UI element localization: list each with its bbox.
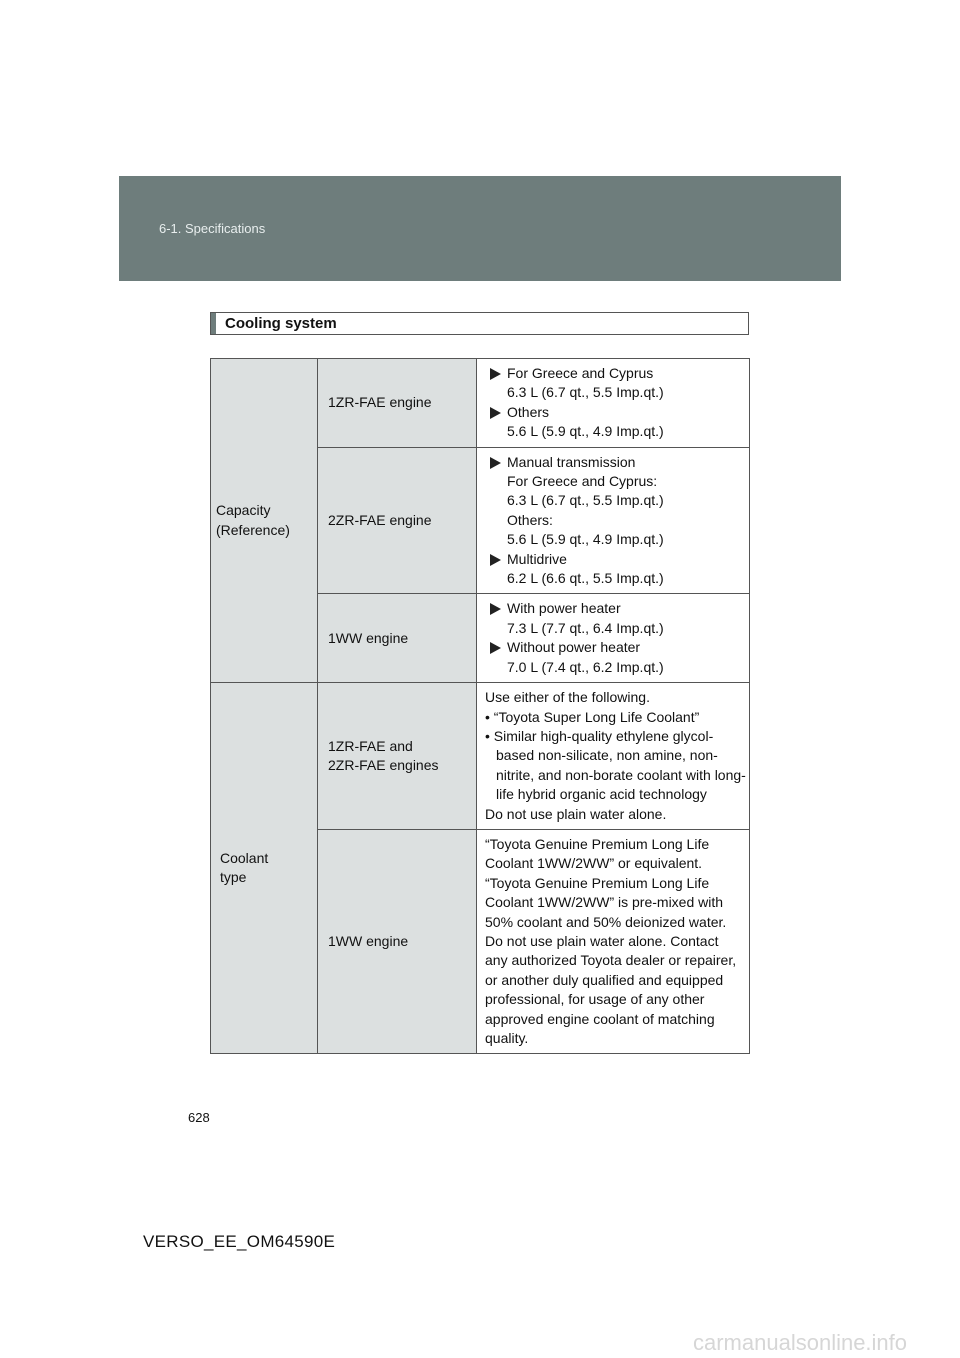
list-item: Without power heater — [485, 638, 749, 657]
capacity-value: 7.0 L (7.4 qt., 6.2 Imp.qt.) — [507, 658, 664, 675]
list-item: • “Toyota Super Long Life Coolant” — [485, 708, 700, 725]
heading-marker — [211, 313, 216, 334]
engine-cell — [318, 683, 477, 830]
document-code: VERSO_EE_OM64590E — [143, 1232, 336, 1251]
coolant-label: Coolant — [220, 849, 269, 866]
capacity-label: Capacity — [216, 502, 271, 519]
page-number: 628 — [188, 1110, 210, 1125]
cooling-spec-table — [210, 358, 750, 1054]
engine-cell — [318, 447, 477, 594]
section-heading — [210, 312, 749, 335]
table-row — [211, 359, 750, 448]
list-item: With power heater — [485, 599, 749, 618]
engine-cell — [318, 359, 477, 448]
capacity-value: 6.3 L (6.7 qt., 5.5 Imp.qt.) — [507, 384, 664, 401]
coolant-intro: Use either of the following. — [485, 689, 650, 706]
capacity-value: 7.3 L (7.7 qt., 6.4 Imp.qt.) — [507, 619, 664, 636]
coolant-value-cell — [477, 829, 750, 1053]
list-item: Manual transmission — [485, 453, 749, 472]
capacity-label-sub: (Reference) — [216, 521, 290, 538]
engine-label: 1ZR-FAE engine — [328, 394, 432, 411]
header-bar — [119, 176, 841, 281]
capacity-label-cell — [211, 359, 318, 683]
coolant-label-cell — [211, 683, 318, 1054]
capacity-value: 5.6 L (5.9 qt., 4.9 Imp.qt.) — [507, 531, 664, 548]
engine-label-sub: 2ZR-FAE engines — [328, 757, 439, 774]
arrow-icon — [490, 603, 501, 615]
engine-label: 1ZR-FAE and — [328, 737, 413, 754]
arrow-icon — [490, 457, 501, 469]
engine-cell — [318, 594, 477, 683]
capacity-value-cell — [477, 594, 750, 683]
arrow-icon — [490, 368, 501, 380]
capacity-value-cell — [477, 359, 750, 448]
capacity-value: 6.2 L (6.6 qt., 5.5 Imp.qt.) — [507, 570, 664, 587]
list-item: For Greece and Cyprus — [485, 364, 749, 383]
table-row — [211, 683, 750, 830]
capacity-value: 6.3 L (6.7 qt., 5.5 Imp.qt.) — [507, 492, 664, 509]
section-heading-text: Cooling system — [225, 315, 337, 332]
capacity-value-cell — [477, 447, 750, 594]
arrow-icon — [490, 642, 501, 654]
coolant-label-sub: type — [220, 869, 247, 886]
list-item: Others — [485, 403, 749, 422]
capacity-value: Others: — [507, 511, 553, 528]
engine-label: 2ZR-FAE engine — [328, 511, 432, 528]
engine-label: 1WW engine — [328, 932, 409, 949]
coolant-description: “Toyota Genuine Premium Long Life Coolant 1WW/2WW” or equivalent. “Toyota Genuine Premium Long Life Coolant 1WW/2WW” is pre-mixed with 50% coolant and 50% deionized water. Do not use plain water alone. Contact any authorized Toyota dealer or repairer, or another duly qualified and equipped professional, for usage of any other approved engine coolant of matching quality. — [485, 835, 737, 1046]
coolant-note: Do not use plain water alone. — [485, 805, 667, 822]
engine-cell — [318, 829, 477, 1053]
watermark: carmanualsonline.info — [693, 1330, 908, 1355]
capacity-value: For Greece and Cyprus: — [507, 473, 658, 490]
capacity-value: 5.6 L (5.9 qt., 4.9 Imp.qt.) — [507, 423, 664, 440]
coolant-value-cell — [477, 683, 750, 830]
arrow-icon — [490, 554, 501, 566]
list-item: • Similar high-quality ethylene glycol-based non-silicate, non amine, non-nitrite, and non-borate coolant with long-life hybrid organic acid technology — [485, 727, 746, 803]
arrow-icon — [490, 407, 501, 419]
list-item: Multidrive — [485, 550, 749, 569]
section-breadcrumb: 6-1. Specifications — [159, 221, 266, 236]
engine-label: 1WW engine — [328, 629, 409, 646]
